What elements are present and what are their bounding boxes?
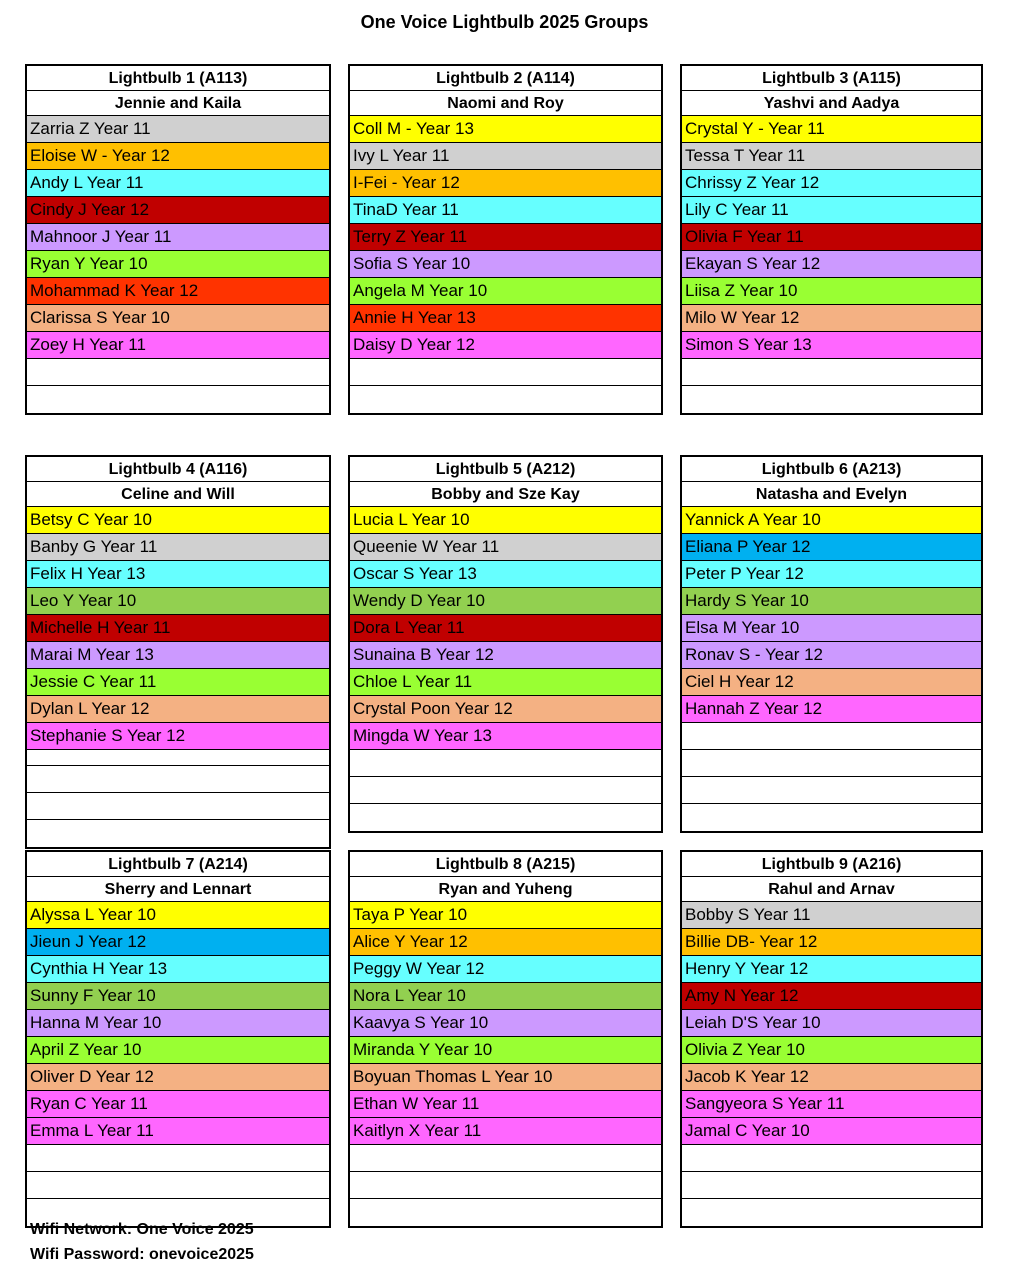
member-row: Felix H Year 13 — [27, 561, 329, 588]
member-row: Miranda Y Year 10 — [350, 1037, 661, 1064]
member-row: Nora L Year 10 — [350, 983, 661, 1010]
wifi-password: Wifi Password: onevoice2025 — [30, 1246, 254, 1263]
member-row: Crystal Poon Year 12 — [350, 696, 661, 723]
member-row: Ryan Y Year 10 — [27, 251, 329, 278]
group-leaders: Bobby and Sze Kay — [350, 482, 661, 507]
member-row: Wendy D Year 10 — [350, 588, 661, 615]
member-row: Simon S Year 13 — [682, 332, 981, 359]
wifi-network: Wifi Network: One Voice 2025 — [30, 1221, 254, 1238]
member-row: Banby G Year 11 — [27, 534, 329, 561]
member-row: Jieun J Year 12 — [27, 929, 329, 956]
member-row: Hannah Z Year 12 — [682, 696, 981, 723]
empty-row — [350, 386, 661, 413]
member-row: Ciel H Year 12 — [682, 669, 981, 696]
empty-row — [27, 359, 329, 386]
member-row: Queenie W Year 11 — [350, 534, 661, 561]
group-leaders: Natasha and Evelyn — [682, 482, 981, 507]
member-row: Hardy S Year 10 — [682, 588, 981, 615]
member-row: Tessa T Year 11 — [682, 143, 981, 170]
member-row: Daisy D Year 12 — [350, 332, 661, 359]
empty-row — [350, 750, 661, 777]
member-row: Elsa M Year 10 — [682, 615, 981, 642]
group-title: Lightbulb 1 (A113) — [27, 66, 329, 91]
empty-row — [682, 359, 981, 386]
member-row: Olivia F Year 11 — [682, 224, 981, 251]
member-row: Ivy L Year 11 — [350, 143, 661, 170]
member-row: Milo W Year 12 — [682, 305, 981, 332]
member-row: Billie DB- Year 12 — [682, 929, 981, 956]
member-row: Kaavya S Year 10 — [350, 1010, 661, 1037]
member-row: Eloise W - Year 12 — [27, 143, 329, 170]
empty-row — [682, 804, 981, 831]
member-row: Jamal C Year 10 — [682, 1118, 981, 1145]
group-title: Lightbulb 8 (A215) — [350, 852, 661, 877]
group-title: Lightbulb 3 (A115) — [682, 66, 981, 91]
member-row: Dylan L Year 12 — [27, 696, 329, 723]
empty-row — [682, 386, 981, 413]
member-row: Zoey H Year 11 — [27, 332, 329, 359]
member-row: Liisa Z Year 10 — [682, 278, 981, 305]
member-row: Terry Z Year 11 — [350, 224, 661, 251]
member-row: Emma L Year 11 — [27, 1118, 329, 1145]
member-row: Dora L Year 11 — [350, 615, 661, 642]
member-row: Mingda W Year 13 — [350, 723, 661, 750]
member-row: Bobby S Year 11 — [682, 902, 981, 929]
member-row: Alyssa L Year 10 — [27, 902, 329, 929]
member-row: Ryan C Year 11 — [27, 1091, 329, 1118]
group-6 — [680, 455, 983, 833]
member-row: Leiah D'S Year 10 — [682, 1010, 981, 1037]
member-row: Cindy J Year 12 — [27, 197, 329, 224]
member-row: Ronav S - Year 12 — [682, 642, 981, 669]
group-leaders: Ryan and Yuheng — [350, 877, 661, 902]
empty-row — [350, 777, 661, 804]
member-row: Amy N Year 12 — [682, 983, 981, 1010]
member-row: Oscar S Year 13 — [350, 561, 661, 588]
group-leaders: Yashvi and Aadya — [682, 91, 981, 116]
member-row: Crystal Y - Year 11 — [682, 116, 981, 143]
empty-row — [350, 1172, 661, 1199]
group-5 — [348, 455, 663, 833]
empty-row — [27, 1172, 329, 1199]
member-row: Yannick A Year 10 — [682, 507, 981, 534]
member-row: Clarissa S Year 10 — [27, 305, 329, 332]
empty-row — [682, 777, 981, 804]
member-row: Sunny F Year 10 — [27, 983, 329, 1010]
member-row: Olivia Z Year 10 — [682, 1037, 981, 1064]
group-leaders: Rahul and Arnav — [682, 877, 981, 902]
empty-row — [27, 1145, 329, 1172]
group-title: Lightbulb 6 (A213) — [682, 457, 981, 482]
member-row: Mahnoor J Year 11 — [27, 224, 329, 251]
member-row: Boyuan Thomas L Year 10 — [350, 1064, 661, 1091]
member-row: Lucia L Year 10 — [350, 507, 661, 534]
empty-row — [350, 804, 661, 831]
group-1 — [25, 64, 331, 415]
member-row: Angela M Year 10 — [350, 278, 661, 305]
member-row: Zarria Z Year 11 — [27, 116, 329, 143]
member-row: Chrissy Z Year 12 — [682, 170, 981, 197]
member-row: Alice Y Year 12 — [350, 929, 661, 956]
member-row: Jacob K Year 12 — [682, 1064, 981, 1091]
group-9 — [680, 850, 983, 1228]
member-row: Marai M Year 13 — [27, 642, 329, 669]
member-row: Sunaina B Year 12 — [350, 642, 661, 669]
member-row: Lily C Year 11 — [682, 197, 981, 224]
empty-row — [27, 766, 329, 793]
group-4 — [25, 455, 331, 849]
member-row: Coll M - Year 13 — [350, 116, 661, 143]
member-row: Taya P Year 10 — [350, 902, 661, 929]
member-row: Mohammad K Year 12 — [27, 278, 329, 305]
empty-row — [350, 1145, 661, 1172]
member-row: April Z Year 10 — [27, 1037, 329, 1064]
member-row: Betsy C Year 10 — [27, 507, 329, 534]
empty-row — [350, 1199, 661, 1226]
page-title: One Voice Lightbulb 2025 Groups — [360, 12, 649, 32]
member-row: Henry Y Year 12 — [682, 956, 981, 983]
empty-row — [682, 723, 981, 750]
group-leaders: Sherry and Lennart — [27, 877, 329, 902]
group-7 — [25, 850, 331, 1228]
member-row: Leo Y Year 10 — [27, 588, 329, 615]
empty-row — [27, 386, 329, 413]
group-3 — [680, 64, 983, 415]
empty-row — [350, 359, 661, 386]
empty-row — [682, 1172, 981, 1199]
member-row: Cynthia H Year 13 — [27, 956, 329, 983]
member-row: Michelle H Year 11 — [27, 615, 329, 642]
member-row: Andy L Year 11 — [27, 170, 329, 197]
group-title: Lightbulb 7 (A214) — [27, 852, 329, 877]
empty-row — [682, 1145, 981, 1172]
group-8 — [348, 850, 663, 1228]
group-2 — [348, 64, 663, 415]
member-row: Stephanie S Year 12 — [27, 723, 329, 750]
member-row: Sangyeora S Year 11 — [682, 1091, 981, 1118]
member-row: Kaitlyn X Year 11 — [350, 1118, 661, 1145]
group-title: Lightbulb 9 (A216) — [682, 852, 981, 877]
member-row: Peggy W Year 12 — [350, 956, 661, 983]
member-row: Ekayan S Year 12 — [682, 251, 981, 278]
member-row: Ethan W Year 11 — [350, 1091, 661, 1118]
group-leaders: Celine and Will — [27, 482, 329, 507]
group-leaders: Naomi and Roy — [350, 91, 661, 116]
group-leaders: Jennie and Kaila — [27, 91, 329, 116]
member-row: Annie H Year 13 — [350, 305, 661, 332]
member-row: Chloe L Year 11 — [350, 669, 661, 696]
empty-row — [27, 820, 329, 847]
member-row: Eliana P Year 12 — [682, 534, 981, 561]
member-row: Jessie C Year 11 — [27, 669, 329, 696]
group-title: Lightbulb 5 (A212) — [350, 457, 661, 482]
empty-row — [682, 1199, 981, 1226]
group-title: Lightbulb 2 (A114) — [350, 66, 661, 91]
group-title: Lightbulb 4 (A116) — [27, 457, 329, 482]
member-row: Oliver D Year 12 — [27, 1064, 329, 1091]
empty-row — [682, 750, 981, 777]
empty-row — [27, 793, 329, 820]
member-row: Peter P Year 12 — [682, 561, 981, 588]
group-spacer — [27, 750, 329, 766]
member-row: I-Fei - Year 12 — [350, 170, 661, 197]
member-row: Sofia S Year 10 — [350, 251, 661, 278]
member-row: TinaD Year 11 — [350, 197, 661, 224]
member-row: Hanna M Year 10 — [27, 1010, 329, 1037]
